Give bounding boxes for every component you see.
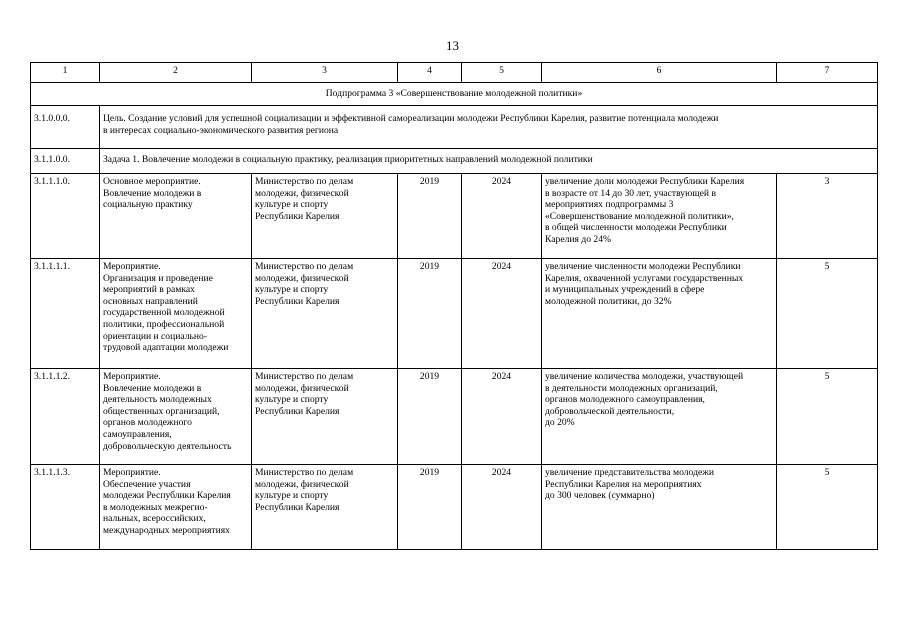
subprogram-title: Подпрограмма 3 «Совершенствование молодежной политики» (31, 83, 878, 106)
row-executor: Министерство по делам молодежи, физической культуре и спорту Республики Карелия (252, 465, 398, 550)
row-end-year: 2024 (462, 259, 542, 369)
row-activity: Основное мероприятие. Вовлечение молодежи в социальную практику (100, 174, 252, 259)
column-number: 4 (398, 63, 462, 83)
row-result: увеличение представительства молодежи Республики Карелия на мероприятиях до 300 человек (суммарно) (542, 465, 777, 550)
row-indicator: 3 (777, 174, 878, 259)
column-number: 7 (777, 63, 878, 83)
row-start-year: 2019 (398, 369, 462, 465)
row-code: 3.1.1.1.1. (31, 259, 100, 369)
column-number: 6 (542, 63, 777, 83)
row-end-year: 2024 (462, 174, 542, 259)
row-indicator: 5 (777, 259, 878, 369)
row-indicator: 5 (777, 369, 878, 465)
row-activity: Мероприятие. Организация и проведение мероприятий в рамках основных направлений государственной молодежной политики, профессиональной ориентации и социально- трудовой адаптации молодежи (100, 259, 252, 369)
row-activity: Мероприятие. Обеспечение участия молодежи Республики Карелия в молодежных межрегио- нальных, всероссийских, международных мероприятиях (100, 465, 252, 550)
task-code: 3.1.1.0.0. (31, 149, 100, 174)
column-number: 3 (252, 63, 398, 83)
row-executor: Министерство по делам молодежи, физической культуре и спорту Республики Карелия (252, 174, 398, 259)
goal-text: Цель. Создание условий для успешной социализации и эффективной самореализации молодежи Республики Карелия, развитие потенциала молодежи в интересах социально-экономического развития региона (100, 106, 878, 149)
row-result: увеличение численности молодежи Республики Карелия, охваченной услугами государственных и муниципальных учреждений в сфере молодежной политики, до 32% (542, 259, 777, 369)
page-number: 13 (446, 38, 459, 53)
column-number: 1 (31, 63, 100, 83)
program-table (30, 62, 878, 550)
row-activity: Мероприятие. Вовлечение молодежи в деятельность молодежных общественных организаций, органов молодежного самоуправления, добровольческую деятельность (100, 369, 252, 465)
column-number-row (31, 63, 878, 83)
goal-row (31, 106, 878, 149)
row-result: увеличение доли молодежи Республики Карелия в возрасте от 14 до 30 лет, участвующей в мероприятиях подпрограммы 3 «Совершенствование молодежной политики», в общей численности молодежи Республики Карелия до 24% (542, 174, 777, 259)
row-result: увеличение количества молодежи, участвующей в деятельности молодежных организаций, органов молодежного самоуправления, добровольческой деятельности, до 20% (542, 369, 777, 465)
table-row (31, 174, 878, 259)
row-executor: Министерство по делам молодежи, физической культуре и спорту Республики Карелия (252, 369, 398, 465)
column-number: 2 (100, 63, 252, 83)
table-row (31, 369, 878, 465)
row-code: 3.1.1.1.2. (31, 369, 100, 465)
row-indicator: 5 (777, 465, 878, 550)
table-row (31, 259, 878, 369)
task-row (31, 149, 878, 174)
row-executor: Министерство по делам молодежи, физической культуре и спорту Республики Карелия (252, 259, 398, 369)
subprogram-row (31, 83, 878, 106)
goal-code: 3.1.0.0.0. (31, 106, 100, 149)
row-code: 3.1.1.1.3. (31, 465, 100, 550)
column-number: 5 (462, 63, 542, 83)
row-end-year: 2024 (462, 465, 542, 550)
row-end-year: 2024 (462, 369, 542, 465)
row-start-year: 2019 (398, 259, 462, 369)
table-row (31, 465, 878, 550)
row-start-year: 2019 (398, 465, 462, 550)
row-start-year: 2019 (398, 174, 462, 259)
task-text: Задача 1. Вовлечение молодежи в социальную практику, реализация приоритетных направлений молодежной политики (100, 149, 878, 174)
row-code: 3.1.1.1.0. (31, 174, 100, 259)
